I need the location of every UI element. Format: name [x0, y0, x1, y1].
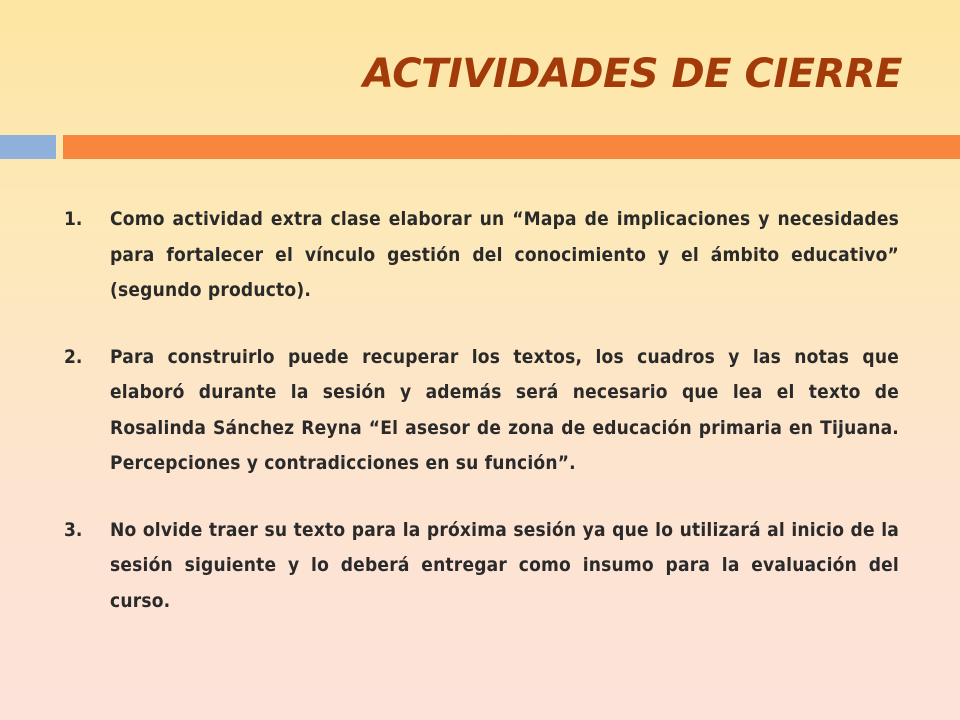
activity-item-3: [64, 513, 899, 620]
activity-number: 1.: [64, 208, 83, 230]
activity-text: No olvide traer su texto para la próxima sesión ya que lo utilizará al inicio de la sesión siguiente y lo deberá entregar como insumo para la evaluación del curso.: [110, 518, 899, 612]
title-divider-orange-bar: [63, 135, 960, 159]
activities-list: [64, 202, 899, 650]
activity-item-2: [64, 340, 899, 482]
activity-text: Como actividad extra clase elaborar un “Mapa de implicaciones y necesidades para fortalecer el vínculo gestión del conocimiento y el ámbito educativo” (segundo producto).: [110, 208, 899, 301]
title-divider-blue-block: [0, 135, 56, 159]
activity-text: Para construirlo puede recuperar los textos, los cuadros y las notas que elaboró durante la sesión y además será necesario que lea el texto de Rosalinda Sánchez Reyna “El asesor de zona de educación primaria en Tijuana. Percepciones y contradicciones en su función”.: [110, 345, 899, 474]
slide-title: ACTIVIDADES DE CIERRE: [363, 51, 902, 97]
activity-item-1: [64, 202, 899, 309]
activity-number: 2.: [64, 345, 83, 368]
activity-number: 3.: [64, 518, 83, 541]
